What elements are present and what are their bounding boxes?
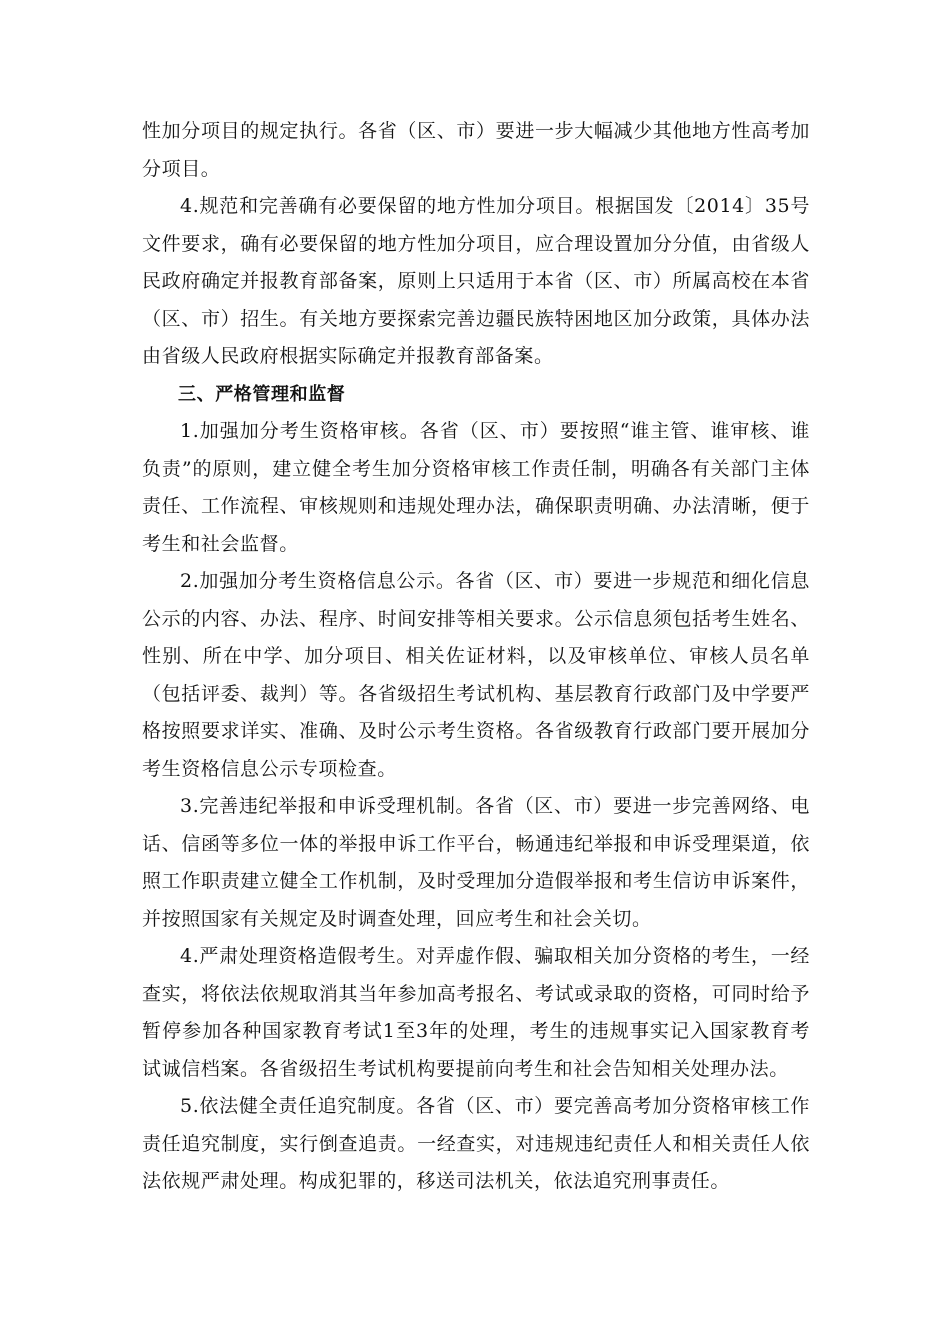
paragraph-complaint-mechanism: 3.完善违纪举报和申诉受理机制。各省（区、市）要进一步完善网络、电话、信函等多位一体的举报申诉工作平台，畅通违纪举报和申诉受理渠道，依照工作职责建立健全工作机制，及时受理加分造假举报和考生信访申诉案件，并按照国家有关规定及时调查处理，回应考生和社会关切。	[142, 795, 810, 930]
section-heading: 三、严格管理和监督	[178, 383, 346, 405]
paragraph-local-bonus-items: 4.规范和完善确有必要保留的地方性加分项目。根据国发〔2014〕35号文件要求，确有必要保留的地方性加分项目，应合理设置加分分值，由省级人民政府确定并报教育部备案，原则上只适用于本省（区、市）所属高校在本省（区、市）招生。有关地方要探索完善边疆民族特困地区加分政策，具体办法由省级人民政府根据实际确定并报教育部备案。	[142, 195, 810, 367]
document-body	[142, 113, 810, 1201]
paragraph-information-disclosure: 2.加强加分考生资格信息公示。各省（区、市）要进一步规范和细化信息公示的内容、办法、程序、时间安排等相关要求。公示信息须包括考生姓名、性别、所在中学、加分项目、相关佐证材料，以及审核单位、审核人员名单（包括评委、裁判）等。各省级招生考试机构、基层教育行政部门及中学要严格按照要求详实、准确、及时公示考生资格。各省级教育行政部门要开展加分考生资格信息公示专项检查。	[142, 570, 810, 780]
paragraph-continuation: 性加分项目的规定执行。各省（区、市）要进一步大幅减少其他地方性高考加分项目。	[142, 120, 810, 180]
paragraph-fraud-handling: 4.严肃处理资格造假考生。对弄虚作假、骗取相关加分资格的考生，一经查实，将依法依规取消其当年参加高考报名、考试或录取的资格，可同时给予暂停参加各种国家教育考试1至3年的处理，考生的违规事实记入国家教育考试诚信档案。各省级招生考试机构要提前向考生和社会告知相关处理办法。	[142, 945, 810, 1080]
paragraph-qualification-review: 1.加强加分考生资格审核。各省（区、市）要按照“谁主管、谁审核、谁负责”的原则，建立健全考生加分资格审核工作责任制，明确各有关部门主体责任、工作流程、审核规则和违规处理办法，确保职责明确、办法清晰，便于考生和社会监督。	[142, 420, 810, 555]
paragraph-accountability: 5.依法健全责任追究制度。各省（区、市）要完善高考加分资格审核工作责任追究制度，实行倒查追责。一经查实，对违规违纪责任人和相关责任人依法依规严肃处理。构成犯罪的，移送司法机关，依法追究刑事责任。	[142, 1095, 810, 1192]
